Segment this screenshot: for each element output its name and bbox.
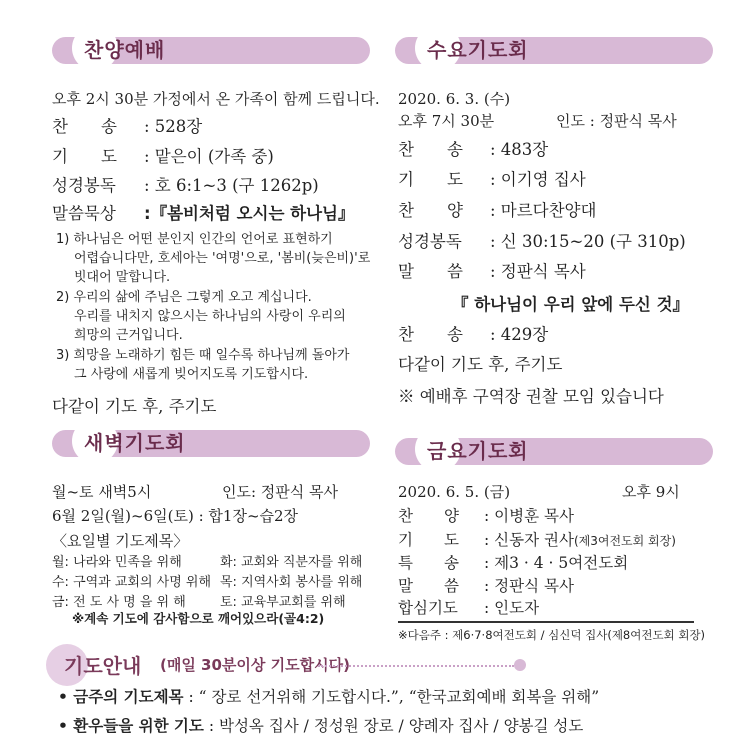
wed-leader: 인도 : 정판식 목사 [556,112,677,130]
fri-row: 말 씀 : 정판식 목사 [398,577,574,595]
fri-date: 2020. 6. 5. (금) [398,483,511,501]
wed-row: 찬 양 : 마르다찬양대 [398,201,597,220]
note-line: 2) 우리의 삶에 주님은 그렇게 오고 계십니다. [56,290,312,305]
fri-row: 특 송 : 제3 · 4 · 5여전도회 [398,554,629,572]
topic: 목: 지역사회 봉사를 위해 [220,575,363,590]
prayer-item: • 금주의 기도제목 : “ 장로 선거위해 기도합시다.”, “한국교회예배 회복을 위해” [58,688,600,706]
note-line: 1) 하나님은 어떤 분인지 인간의 언어로 표현하기 [56,232,333,247]
fri-next-week: ※다음주 : 제6·7·8여전도회 / 심신덕 집사(제8여전도회 회장) [398,628,706,642]
sunday-row: 성경봉독 : 호 6:1~3 (구 1262p) [52,176,319,195]
dawn-leader: 인도: 정판식 목사 [222,483,339,501]
sunday-row: 찬 송 : 528장 [52,117,203,136]
dawn-time: 월~토 새벽5시 [52,483,152,501]
fri-row: 합심기도 : 인도자 [398,599,540,617]
prayer-subtitle: (매일 30분이상 기도합시다) [160,656,350,674]
note-line: 그 사랑에 새롭게 빚어지도록 기도합시다. [74,367,309,382]
topic: 화: 교회와 직분자를 위해 [220,555,363,570]
wed-row: 말 씀 : 정판식 목사 [398,262,586,281]
dawn-verse: ※계속 기도에 감사함으로 깨어있으라(골4:2) [72,611,325,626]
wed-time: 오후 7시 30분 [398,112,495,130]
sunday-closing: 다같이 기도 후, 주기도 [52,397,217,416]
sunday-row: 말씀묵상 :『봄비처럼 오시는 하나님』 [52,204,355,223]
fri-row: 기 도 : 신동자 권사(제3여전도회 회장) [398,531,676,549]
dotted-line [318,665,514,667]
topic: 월: 나라와 민족을 위해 [52,555,182,570]
prayer-item: • 환우들을 위한 기도 : 박성옥 집사 / 정성원 장로 / 양례자 집사 / 양봉길 성도 [58,717,584,735]
note-line: 3) 희망을 노래하기 힘든 때 일수록 하나님께 돌아가 [56,348,350,363]
note-line: 우리를 내치지 않으시는 하나님의 사랑이 우리의 [74,309,346,324]
section-title: 수요기도회 [427,38,529,62]
prayer-title: 기도안내 [64,654,142,678]
note-line: 빗대어 말합니다. [74,270,171,285]
topic: 금: 전 도 사 명 을 위 해 [52,595,186,610]
note-line: 희망의 근거입니다. [74,328,183,343]
note-line: 어렵습니다만, 호세아는 '여명'으로, '봄비(늦은비)'로 [74,251,371,266]
section-title: 찬양예배 [84,38,166,62]
dot-end [514,659,526,671]
wed-closing: 다같이 기도 후, 주기도 [398,355,563,374]
sunday-intro: 오후 2시 30분 가정에서 온 가족이 함께 드립니다. [52,90,380,108]
wed-row: 기 도 : 이기영 집사 [398,170,586,189]
wed-row: 찬 송 : 483장 [398,140,549,159]
section-header-dawn [52,430,370,457]
wed-sermon-title: 『 하나님이 우리 앞에 두신 것』 [452,295,690,314]
wed-row: 성경봉독 : 신 30:15~20 (구 310p) [398,232,686,251]
dawn-subtitle: 〈요일별 기도제목〉 [52,532,189,550]
fri-row: 찬 양 : 이병훈 목사 [398,507,574,525]
section-header-wednesday [395,37,713,64]
wed-row: 찬 송 : 429장 [398,325,549,344]
section-header-friday [395,438,713,465]
section-title: 금요기도회 [427,439,529,463]
divider [398,621,694,623]
fri-time: 오후 9시 [622,483,680,501]
sunday-row: 기 도 : 맡은이 (가족 중) [52,147,274,166]
topic: 토: 교육부교회를 위해 [220,595,346,610]
section-title: 새벽기도회 [84,431,186,455]
topic: 수: 구역과 교회의 사명 위해 [52,575,212,590]
wed-date: 2020. 6. 3. (수) [398,90,511,108]
wed-notice: ※ 예배후 구역장 권찰 모임 있습니다 [398,387,664,406]
section-header-sunday [52,37,370,64]
dawn-scripture: 6월 2일(월)~6일(토) : 합1장~습2장 [52,507,299,525]
